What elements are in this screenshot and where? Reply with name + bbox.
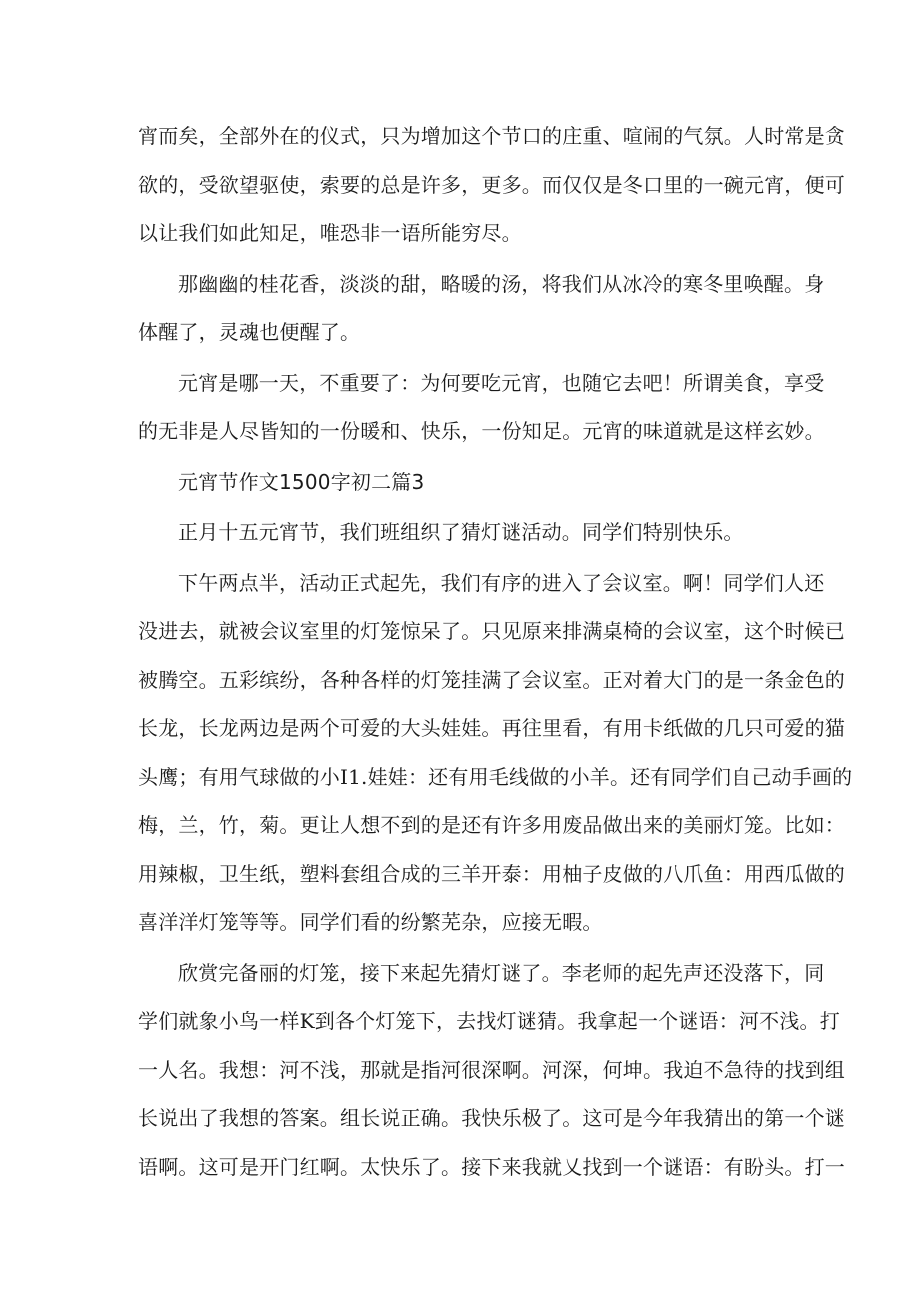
text-line: 那幽幽的桂花香，淡淡的甜，略暖的汤，将我们从冰冷的寒冬里唤醒。身	[178, 271, 825, 296]
paragraph-4	[138, 512, 784, 561]
text-line: 欣赏完备丽的灯笼，接下来起先猜灯谜了。李老师的起先声还没落下，同	[178, 960, 825, 985]
text-line: 学们就象小鸟一样K到各个灯笼下，去找灯谜猜。我拿起一个谜语：河不浅。打	[138, 1009, 840, 1033]
text-line: 正月十五元宵节，我们班组织了猜灯谜活动。同学们特别快乐。	[178, 520, 744, 544]
text-line: 的无非是人尽皆知的一份暖和、快乐，一份知足。元宵的味道就是这样玄妙。	[138, 419, 825, 443]
text-line: 用辣椒，卫生纸，塑料套组合成的三羊开泰：用柚子皮做的八爪鱼：用西瓜做的	[138, 861, 845, 886]
text-line: 以让我们如此知足，唯恐非一语所能穷尽。	[138, 221, 522, 245]
text-line: 元宵是哪一天，不重要了：为何要吃元宵，也随它去吧！所谓美食，享受	[178, 370, 825, 395]
document-page	[138, 116, 853, 1195]
text-line: 被腾空。五彩缤纷，各种各样的灯笼挂满了会议室。正对着大门的是一条金色的	[138, 667, 845, 692]
paragraph-1	[138, 116, 845, 262]
paragraph-2	[138, 264, 825, 361]
text-line: 体醒了，灵魂也便醒了。	[138, 320, 361, 344]
paragraph-5	[138, 563, 853, 951]
text-line: 宵而矣，全部外在的仪式，只为增加这个节口的庄重、喧闹的气氛。人时常是贪	[138, 124, 845, 148]
text-line: 梅，兰，竹，菊。更让人想不到的是还有许多用废品做出来的美丽灯笼。比如：	[138, 813, 845, 837]
text-line: 一人名。我想：河不浅，那就是指河很深啊。河深，何坤。我迫不急待的找到组	[138, 1057, 845, 1082]
text-line: 长龙，长龙两边是两个可爱的大头娃娃。再往里看，有用卡纸做的几只可爱的猫	[138, 716, 845, 740]
text-line: 头鹰；有用气球做的小I1.娃娃：还有用毛线做的小羊。还有同学们自己动手画的	[138, 764, 853, 789]
paragraph-6	[138, 953, 845, 1196]
heading-text: 元宵节作文1500字初二篇3	[178, 469, 425, 494]
section-heading	[138, 462, 784, 511]
text-line: 欲的，受欲望驱使，索要的总是许多，更多。而仅仅是冬口里的一碗元宵，便可	[138, 172, 845, 197]
text-line: 长说出了我想的答案。组长说正确。我快乐极了。这可是今年我猜出的第一个谜	[138, 1106, 845, 1130]
text-line: 没进去，就被会议室里的灯笼惊呆了。只见原来排满桌椅的会议室，这个时候已	[138, 619, 845, 643]
text-line: 喜洋洋灯笼等等。同学们看的纷繁芜杂，应接无暇。	[138, 910, 603, 934]
text-line: 下午两点半，活动正式起先，我们有序的进入了会议室。啊！同学们人还	[178, 570, 825, 595]
text-line: 语啊。这可是开门红啊。太快乐了。接下来我就乂找到一个谜语：有盼头。打一	[138, 1154, 845, 1179]
paragraph-3	[138, 363, 825, 460]
